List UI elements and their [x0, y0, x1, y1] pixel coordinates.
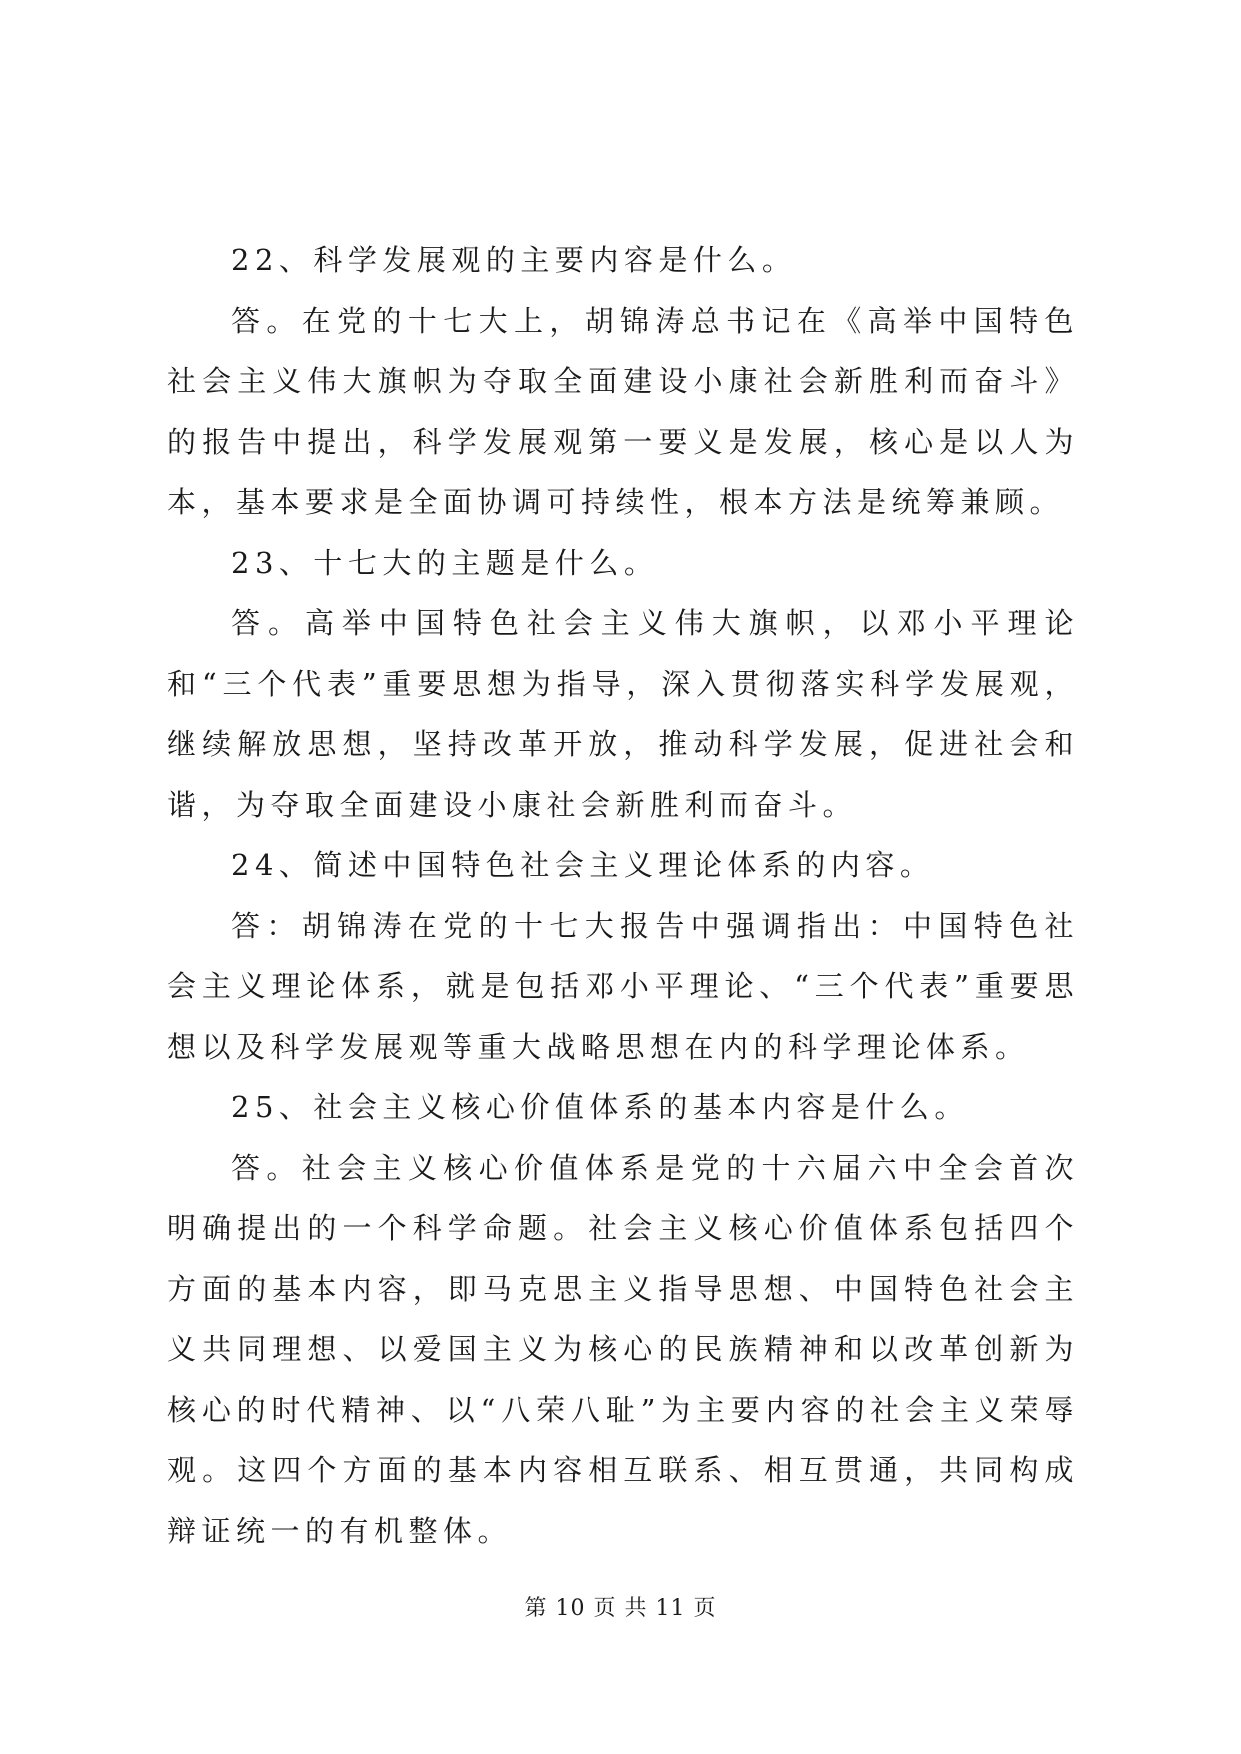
page-footer: 第 10 页 共 11 页	[524, 1596, 717, 1621]
question-25: 25、社会主义核心价值体系的基本内容是什么。	[231, 1090, 969, 1124]
answer-24: 答：胡锦涛在党的十七大报告中强调指出：中国特色社会主义理论体系，就是包括邓小平理论、“三个代表”重要思想以及科学发展观等重大战略思想在内的科学理论体系。	[167, 908, 1079, 1064]
answer-23: 答。高举中国特色社会主义伟大旗帜，以邓小平理论和“三个代表”重要思想为指导，深入贯彻落实科学发展观，继续解放思想，坚持改革开放，推动科学发展，促进社会和谐，为夺取全面建设小康社会新胜利而奋斗。	[167, 606, 1079, 822]
question-23: 23、十七大的主题是什么。	[231, 545, 659, 580]
question-22: 22、科学发展观的主要内容是什么。	[231, 243, 797, 277]
answer-25: 答。社会主义核心价值体系是党的十六届六中全会首次明确提出的一个科学命题。社会主义核心价值体系包括四个方面的基本内容，即马克思主义指导思想、中国特色社会主义共同理想、以爱国主义为核心的民族精神和以改革创新为核心的时代精神、以“八荣八耻”为主要内容的社会主义荣辱观。这四个方面的基本内容相互联系、相互贯通，共同构成辩证统一的有机整体。	[167, 1150, 1079, 1548]
page-body	[167, 230, 1079, 1561]
question-24: 24、简述中国特色社会主义理论体系的内容。	[231, 848, 935, 882]
answer-22: 答。在党的十七大上，胡锦涛总书记在《高举中国特色社会主义伟大旗帜为夺取全面建设小康社会新胜利而奋斗》的报告中提出，科学发展观第一要义是发展，核心是以人为本，基本要求是全面协调可持续性，根本方法是统筹兼顾。	[167, 303, 1079, 519]
